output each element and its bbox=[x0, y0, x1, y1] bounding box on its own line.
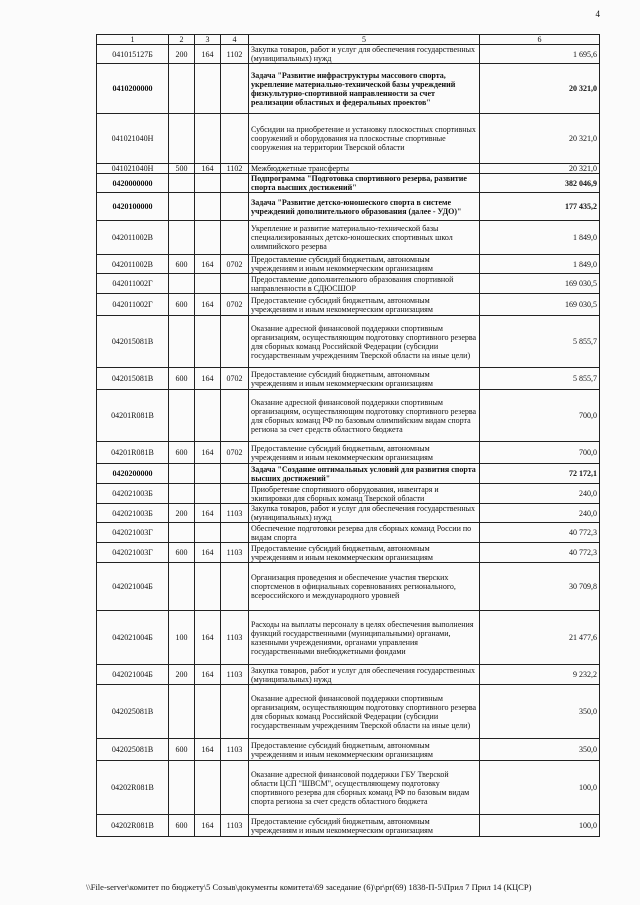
row-amount: 100,0 bbox=[480, 815, 600, 837]
row-administrator: 164 bbox=[195, 368, 221, 390]
row-administrator bbox=[195, 523, 221, 543]
row-amount: 240,0 bbox=[480, 504, 600, 523]
row-description: Оказание адресной финансовой поддержки спортивным организациям, осуществляющим подготовку спортивного резерва для сборных команд Российской Федерации (субсидии государственным учреждениям Тверской области на иные цели) bbox=[249, 685, 480, 739]
table-row bbox=[97, 563, 600, 611]
table-row bbox=[97, 274, 600, 294]
row-code: 0420200000 bbox=[97, 464, 169, 484]
table-row bbox=[97, 255, 600, 274]
row-amount: 40 772,3 bbox=[480, 523, 600, 543]
row-description: Предоставление субсидий бюджетным, автономным учреждениям и иным некоммерческим организациям bbox=[249, 739, 480, 761]
row-description: Задача "Развитие детско-юношеского спорта в системе учреждений дополнительного образования (далее - УДО)" bbox=[249, 193, 480, 221]
row-description: Закупка товаров, работ и услуг для обеспечения государственных (муниципальных) нужд bbox=[249, 504, 480, 523]
column-header: 6 bbox=[480, 35, 600, 45]
row-section: 0702 bbox=[221, 442, 249, 464]
row-description: Подпрограмма "Подготовка спортивного резерва, развитие спорта высших достижений" bbox=[249, 174, 480, 193]
row-administrator bbox=[195, 114, 221, 164]
table-row bbox=[97, 442, 600, 464]
row-amount: 5 855,7 bbox=[480, 316, 600, 368]
row-section bbox=[221, 316, 249, 368]
column-header: 2 bbox=[169, 35, 195, 45]
column-header: 4 bbox=[221, 35, 249, 45]
row-section bbox=[221, 64, 249, 114]
row-description: Предоставление субсидий бюджетным, автономным учреждениям и иным некоммерческим организациям bbox=[249, 815, 480, 837]
row-administrator: 164 bbox=[195, 543, 221, 563]
row-code: 04202R081В bbox=[97, 761, 169, 815]
table-row bbox=[97, 523, 600, 543]
row-administrator bbox=[195, 464, 221, 484]
row-amount: 1 849,0 bbox=[480, 221, 600, 255]
row-description: Предоставление субсидий бюджетным, автономным учреждениям и иным некоммерческим организациям bbox=[249, 255, 480, 274]
row-section: 1103 bbox=[221, 611, 249, 665]
table-row bbox=[97, 221, 600, 255]
row-administrator: 164 bbox=[195, 294, 221, 316]
row-amount: 382 046,9 bbox=[480, 174, 600, 193]
row-section: 0702 bbox=[221, 368, 249, 390]
column-header: 5 bbox=[249, 35, 480, 45]
row-amount: 177 435,2 bbox=[480, 193, 600, 221]
table-row bbox=[97, 193, 600, 221]
row-administrator bbox=[195, 174, 221, 193]
row-description: Предоставление субсидий бюджетным, автономным учреждениям и иным некоммерческим организациям bbox=[249, 442, 480, 464]
table-row bbox=[97, 368, 600, 390]
budget-table bbox=[96, 34, 600, 837]
row-expense-type: 600 bbox=[169, 368, 195, 390]
row-code: 042021003Г bbox=[97, 523, 169, 543]
row-code: 042011002Г bbox=[97, 274, 169, 294]
row-description: Приобретение спортивного оборудования, инвентаря и экипировки для сборных команд Тверской области bbox=[249, 484, 480, 504]
table-row bbox=[97, 504, 600, 523]
row-description: Предоставление дополнительного образования спортивной направленности в СДЮСШОР bbox=[249, 274, 480, 294]
row-description: Расходы на выплаты персоналу в целях обеспечения выполнения функций государственными (муниципальными) органами, казенными учреждениями, органами управления государственными внебюджетными фондами bbox=[249, 611, 480, 665]
row-administrator: 164 bbox=[195, 665, 221, 685]
row-expense-type: 500 bbox=[169, 164, 195, 174]
row-section: 0702 bbox=[221, 255, 249, 274]
row-section: 1103 bbox=[221, 543, 249, 563]
row-administrator bbox=[195, 316, 221, 368]
table-row bbox=[97, 114, 600, 164]
row-code: 042015081В bbox=[97, 368, 169, 390]
row-administrator bbox=[195, 221, 221, 255]
row-expense-type bbox=[169, 193, 195, 221]
row-administrator bbox=[195, 761, 221, 815]
row-amount: 72 172,1 bbox=[480, 464, 600, 484]
row-section bbox=[221, 563, 249, 611]
row-description: Оказание адресной финансовой поддержки спортивным организациям, осуществляющим подготовку спортивного резерва для сборных команд Российской Федерации (субсидии государственным учреждениям Тверской области на иные цели) bbox=[249, 316, 480, 368]
row-expense-type bbox=[169, 464, 195, 484]
row-code: 041015127Б bbox=[97, 45, 169, 64]
row-description: Обеспечение подготовки резерва для сборных команд России по видам спорта bbox=[249, 523, 480, 543]
table-row bbox=[97, 64, 600, 114]
row-expense-type bbox=[169, 685, 195, 739]
table-body bbox=[97, 45, 600, 837]
row-section bbox=[221, 761, 249, 815]
row-code: 0420000000 bbox=[97, 174, 169, 193]
row-administrator: 164 bbox=[195, 611, 221, 665]
row-section: 0702 bbox=[221, 294, 249, 316]
row-code: 042021004Б bbox=[97, 563, 169, 611]
table-row bbox=[97, 665, 600, 685]
row-description: Закупка товаров, работ и услуг для обеспечения государственных (муниципальных) нужд bbox=[249, 45, 480, 64]
row-expense-type: 600 bbox=[169, 543, 195, 563]
row-amount: 169 030,5 bbox=[480, 294, 600, 316]
row-amount: 169 030,5 bbox=[480, 274, 600, 294]
row-administrator bbox=[195, 484, 221, 504]
row-expense-type bbox=[169, 316, 195, 368]
file-path-footer: \\File-server\комитет по бюджету\5 Созыв\документы комитета\69 заседание (6)\pr\pr(69) 1838-П-5\Прил 7 Прил 14 (КЦСР) bbox=[86, 882, 532, 892]
row-expense-type bbox=[169, 484, 195, 504]
row-code: 041021040Н bbox=[97, 164, 169, 174]
row-expense-type bbox=[169, 390, 195, 442]
table-row bbox=[97, 815, 600, 837]
header-row bbox=[97, 35, 600, 45]
row-section bbox=[221, 685, 249, 739]
row-section: 1103 bbox=[221, 665, 249, 685]
row-amount: 30 709,8 bbox=[480, 563, 600, 611]
row-code: 042021004Б bbox=[97, 611, 169, 665]
row-amount: 5 855,7 bbox=[480, 368, 600, 390]
row-description: Закупка товаров, работ и услуг для обеспечения государственных (муниципальных) нужд bbox=[249, 665, 480, 685]
row-administrator bbox=[195, 390, 221, 442]
row-expense-type: 600 bbox=[169, 815, 195, 837]
table-row bbox=[97, 611, 600, 665]
table-row bbox=[97, 390, 600, 442]
row-administrator: 164 bbox=[195, 255, 221, 274]
table-row bbox=[97, 45, 600, 64]
row-expense-type: 600 bbox=[169, 255, 195, 274]
row-code: 04201R081В bbox=[97, 442, 169, 464]
row-administrator: 164 bbox=[195, 45, 221, 64]
column-header: 1 bbox=[97, 35, 169, 45]
column-header: 3 bbox=[195, 35, 221, 45]
row-code: 042025081В bbox=[97, 685, 169, 739]
row-amount: 40 772,3 bbox=[480, 543, 600, 563]
row-description: Задача "Развитие инфраструктуры массового спорта, укрепление материально-технической базы учреждений физкультурно-спортивной направленности за счет реализации областных и федеральных проектов" bbox=[249, 64, 480, 114]
row-administrator: 164 bbox=[195, 164, 221, 174]
row-code: 041021040Н bbox=[97, 114, 169, 164]
row-administrator bbox=[195, 274, 221, 294]
row-code: 042021003Б bbox=[97, 504, 169, 523]
row-code: 042011002Г bbox=[97, 294, 169, 316]
table-row bbox=[97, 685, 600, 739]
row-code: 04202R081В bbox=[97, 815, 169, 837]
row-section bbox=[221, 193, 249, 221]
row-section bbox=[221, 174, 249, 193]
row-expense-type: 600 bbox=[169, 739, 195, 761]
table-row bbox=[97, 739, 600, 761]
row-expense-type: 600 bbox=[169, 442, 195, 464]
row-description: Оказание адресной финансовой поддержки спортивным организациям, осуществляющим подготовку спортивного резерва для сборных команд РФ по базовым олимпийским видам спорта региона за счет средств областного бюджета bbox=[249, 390, 480, 442]
row-amount: 20 321,0 bbox=[480, 64, 600, 114]
row-description: Укрепление и развитие материально-технической базы специализированных детско-юношеских спортивных школ олимпийского резерва bbox=[249, 221, 480, 255]
row-section: 1102 bbox=[221, 164, 249, 174]
table-row bbox=[97, 543, 600, 563]
row-section bbox=[221, 221, 249, 255]
row-section: 1103 bbox=[221, 504, 249, 523]
row-amount: 1 849,0 bbox=[480, 255, 600, 274]
row-section bbox=[221, 464, 249, 484]
table-row bbox=[97, 464, 600, 484]
row-description: Межбюджетные трансферты bbox=[249, 164, 480, 174]
page-number: 4 bbox=[595, 9, 600, 19]
row-code: 042021003Б bbox=[97, 484, 169, 504]
row-code: 0410200000 bbox=[97, 64, 169, 114]
row-administrator: 164 bbox=[195, 442, 221, 464]
row-amount: 9 232,2 bbox=[480, 665, 600, 685]
row-administrator bbox=[195, 685, 221, 739]
row-expense-type: 100 bbox=[169, 611, 195, 665]
row-expense-type bbox=[169, 114, 195, 164]
row-code: 042015081В bbox=[97, 316, 169, 368]
row-amount: 21 477,6 bbox=[480, 611, 600, 665]
row-expense-type: 200 bbox=[169, 504, 195, 523]
table-row bbox=[97, 294, 600, 316]
table-row bbox=[97, 761, 600, 815]
row-code: 042021003Г bbox=[97, 543, 169, 563]
row-expense-type bbox=[169, 563, 195, 611]
table-row bbox=[97, 164, 600, 174]
row-section bbox=[221, 390, 249, 442]
row-section: 1102 bbox=[221, 45, 249, 64]
row-description: Субсидии на приобретение и установку плоскостных спортивных сооружений и оборудования на плоскостные спортивные сооружения на территории Тверской области bbox=[249, 114, 480, 164]
row-section bbox=[221, 484, 249, 504]
row-administrator: 164 bbox=[195, 815, 221, 837]
row-amount: 350,0 bbox=[480, 739, 600, 761]
row-administrator: 164 bbox=[195, 739, 221, 761]
row-expense-type: 600 bbox=[169, 294, 195, 316]
row-amount: 350,0 bbox=[480, 685, 600, 739]
row-code: 042025081В bbox=[97, 739, 169, 761]
row-description: Задача "Создание оптимальных условий для развития спорта высших достижений" bbox=[249, 464, 480, 484]
row-code: 042011002В bbox=[97, 221, 169, 255]
row-description: Предоставление субсидий бюджетным, автономным учреждениям и иным некоммерческим организациям bbox=[249, 294, 480, 316]
row-section bbox=[221, 274, 249, 294]
row-expense-type: 200 bbox=[169, 45, 195, 64]
table-row bbox=[97, 484, 600, 504]
row-expense-type bbox=[169, 523, 195, 543]
row-administrator bbox=[195, 64, 221, 114]
row-section bbox=[221, 523, 249, 543]
row-expense-type bbox=[169, 64, 195, 114]
row-amount: 700,0 bbox=[480, 390, 600, 442]
table-row bbox=[97, 174, 600, 193]
row-code: 042021004Б bbox=[97, 665, 169, 685]
row-amount: 1 695,6 bbox=[480, 45, 600, 64]
row-amount: 240,0 bbox=[480, 484, 600, 504]
row-code: 0420100000 bbox=[97, 193, 169, 221]
row-section: 1103 bbox=[221, 815, 249, 837]
row-description: Оказание адресной финансовой поддержки ГБУ Тверской области ЦСП "ШВСМ", осуществляющему подготовку спортивного резерва для сборных команд РФ по базовым видам спорта региона за счет средств областного бюджета bbox=[249, 761, 480, 815]
row-expense-type bbox=[169, 274, 195, 294]
row-code: 042011002В bbox=[97, 255, 169, 274]
row-description: Предоставление субсидий бюджетным, автономным учреждениям и иным некоммерческим организациям bbox=[249, 543, 480, 563]
row-expense-type bbox=[169, 221, 195, 255]
row-administrator bbox=[195, 563, 221, 611]
row-description: Организация проведения и обеспечение участия тверских спортсменов в официальных соревнованиях регионального, всероссийского и международного уровней bbox=[249, 563, 480, 611]
row-section bbox=[221, 114, 249, 164]
row-amount: 20 321,0 bbox=[480, 164, 600, 174]
row-expense-type: 200 bbox=[169, 665, 195, 685]
row-administrator bbox=[195, 193, 221, 221]
row-expense-type bbox=[169, 761, 195, 815]
row-code: 04201R081В bbox=[97, 390, 169, 442]
row-amount: 20 321,0 bbox=[480, 114, 600, 164]
row-expense-type bbox=[169, 174, 195, 193]
row-section: 1103 bbox=[221, 739, 249, 761]
row-administrator: 164 bbox=[195, 504, 221, 523]
row-amount: 700,0 bbox=[480, 442, 600, 464]
row-description: Предоставление субсидий бюджетным, автономным учреждениям и иным некоммерческим организациям bbox=[249, 368, 480, 390]
row-amount: 100,0 bbox=[480, 761, 600, 815]
table-row bbox=[97, 316, 600, 368]
